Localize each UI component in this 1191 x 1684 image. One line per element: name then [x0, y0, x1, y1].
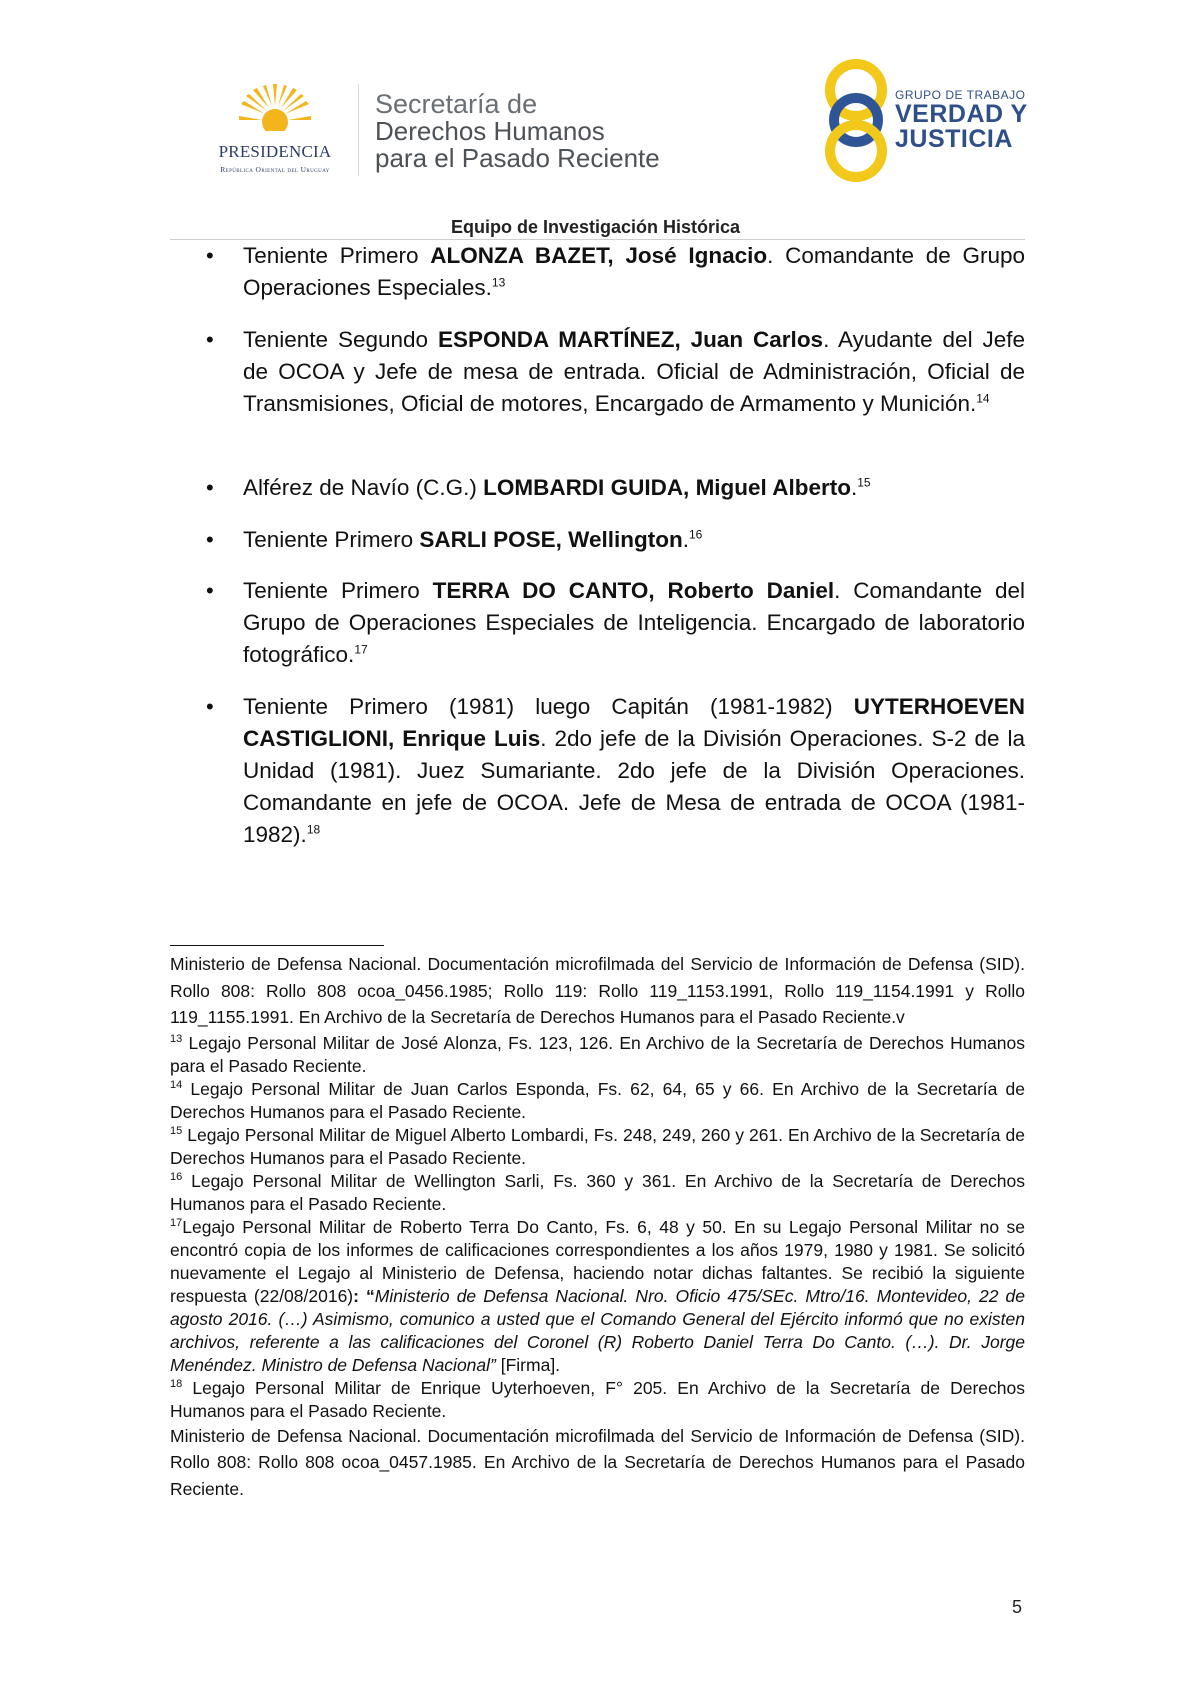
- page-header: [0, 0, 1191, 210]
- footnote-ref: 17: [354, 642, 368, 657]
- footnote-15: $^{15}$ Legajo Personal Militar de Miguel Alberto Lombardi, Fs. 248, 249, 260 y 261. En Archivo de la Secretaría de Derechos Humanos para el Pasado Reciente.: [170, 1124, 1025, 1168]
- bullet: •: [206, 694, 214, 719]
- person-name: SARLI POSE, Wellington: [419, 527, 683, 552]
- footnote-ref: 14: [976, 391, 990, 406]
- logo-divider: [358, 84, 359, 176]
- list-item-text: Teniente Primero ALONZA BAZET, José Ignacio. Comandante de Grupo Operaciones Especiales.$^{13}$: [243, 243, 1025, 300]
- bullet: •: [206, 578, 214, 603]
- footnote-ref: 15: [857, 475, 871, 490]
- secretaria-line-3: para el Pasado Reciente: [375, 143, 660, 173]
- verdad-justicia-text: [895, 88, 1028, 152]
- footnote-ref: 18: [306, 822, 321, 837]
- footnote-separator: [170, 945, 384, 946]
- list-item-text: Teniente Primero SARLI POSE, Wellington.$^{16}$: [243, 527, 703, 552]
- person-name: ESPONDA MARTÍNEZ, Juan Carlos: [437, 327, 824, 352]
- presidencia-subtitle: República Oriental del Uruguay: [220, 165, 330, 174]
- footnote-13: $^{13}$ Legajo Personal Militar de José Alonza, Fs. 123, 126. En Archivo de la Secretaría de Derechos Humanos para el Pasado Reciente.: [170, 1032, 1025, 1076]
- footnote-ref: 16: [688, 527, 703, 542]
- list-item-text: Alférez de Navío (C.G.) LOMBARDI GUIDA, Miguel Alberto.$^{15}$: [243, 475, 871, 500]
- person-name: ALONZA BAZET, José Ignacio: [430, 243, 768, 268]
- list-item-text: Teniente Primero (1981) luego Capitán (1981-1982) UYTERHOEVEN CASTIGLIONI, Enrique Luis. 2do jefe de la División Operaciones. S-2 de la Unidad (1981). Juez Sumariante. 2do jefe de la División Operaciones. Comandante en jefe de OCOA. Jefe de Mesa de entrada de OCOA (1981-1982).$^{18}$: [243, 694, 1025, 847]
- gtvj-line-2: VERDAD Y: [895, 100, 1028, 128]
- bullet: •: [206, 527, 214, 552]
- running-title: Equipo de Investigación Histórica: [450, 217, 741, 237]
- list-item-text: Teniente Segundo ESPONDA MARTÍNEZ, Juan Carlos. Ayudante del Jefe de OCOA y Jefe de mesa de entrada. Oficial de Administración, Oficial de Transmisiones, Oficial de motores, Encargado de Armamento y Munición.$^{14}$: [243, 327, 1025, 416]
- footnote-18: $^{18}$ Legajo Personal Militar de Enrique Uyterhoeven, F° 205. En Archivo de la Secretaría de Derechos Humanos para el Pasado Reciente.: [170, 1377, 1025, 1421]
- interlocking-rings-icon: [820, 58, 892, 183]
- verdad-justicia-logo: [820, 58, 1030, 183]
- footnote-16: $^{16}$ Legajo Personal Militar de Wellington Sarli, Fs. 360 y 361. En Archivo de la Secretaría de Derechos Humanos para el Pasado Reciente.: [170, 1170, 1025, 1214]
- footnote-14: $^{14}$ Legajo Personal Militar de Juan Carlos Esponda, Fs. 62, 64, 65 y 66. En Archivo de la Secretaría de Derechos Humanos para el Pasado Reciente.: [170, 1078, 1025, 1122]
- footnote-17: $^{17}$Legajo Personal Militar de Roberto Terra Do Canto, Fs. 6, 48 y 50. En su Legajo Personal Militar no se encontró copia de los informes de calificaciones correspondientes a los años 1979, 1980 y 1981. Se solicitó nuevamente el Legajo al Ministerio de Defensa, haciendo notar dichas faltantes. Se recibió la siguiente respuesta (22/08/2016): “Ministerio de Defensa Nacional. Nro. Oficio 475/SEc. Mtro/16. Montevideo, 22 de agosto 2016. (…) Asimismo, comunico a usted que el Comando General del Ejército informó que no existen archivos, referente a las calificaciones del Coronel (R) Roberto Daniel Terra Do Canto. (…). Dr. Jorge Menéndez. Ministro de Defensa Nacional” [Firma].: [170, 1216, 1025, 1375]
- presidencia-wordmark: PRESIDENCIA: [218, 142, 332, 161]
- footnote-continuation: Ministerio de Defensa Nacional. Documentación microfilmada del Servicio de Información de Defensa (SID). Rollo 808: Rollo 808 ocoa_0456.1985; Rollo 119: Rollo 119_1153.1991, Rollo 119_1154.1991 y Rollo 119_1155.1991. En Archivo de la Secretaría de Derechos Humanos para el Pasado Reciente.v: [170, 954, 1025, 1027]
- presidencia-logo: [195, 82, 355, 177]
- list-item-text: Teniente Primero TERRA DO CANTO, Roberto Daniel. Comandante del Grupo de Operaciones Especiales de Inteligencia. Encargado de laboratorio fotográfico.$^{17}$: [243, 578, 1025, 667]
- footnotes: [170, 951, 1025, 1503]
- bullet: •: [206, 475, 214, 500]
- secretaria-line-2: Derechos Humanos: [375, 116, 605, 146]
- footnote-ref: 13: [491, 275, 506, 290]
- gtvj-line-1: GRUPO DE TRABAJO: [895, 88, 1026, 102]
- person-name: UYTERHOEVEN CASTIGLIONI, Enrique Luis: [243, 694, 1025, 751]
- page-number: 5: [1012, 1597, 1023, 1617]
- person-name: TERRA DO CANTO, Roberto Daniel: [432, 578, 835, 603]
- person-name: LOMBARDI GUIDA, Miguel Alberto: [483, 475, 851, 500]
- sun-emblem-icon: [239, 82, 311, 140]
- bullet: •: [206, 327, 214, 352]
- gtvj-line-3: JUSTICIA: [895, 125, 1013, 153]
- footnote-18-continuation: Ministerio de Defensa Nacional. Documentación microfilmada del Servicio de Información de Defensa (SID). Rollo 808: Rollo 808 ocoa_0457.1985. En Archivo de la Secretaría de Derechos Humanos para el Pasado Reciente.: [170, 1425, 1025, 1499]
- secretaria-line-1: Secretaría de: [375, 89, 538, 119]
- secretaria-logo-text: [375, 90, 660, 172]
- bullet: •: [206, 243, 214, 268]
